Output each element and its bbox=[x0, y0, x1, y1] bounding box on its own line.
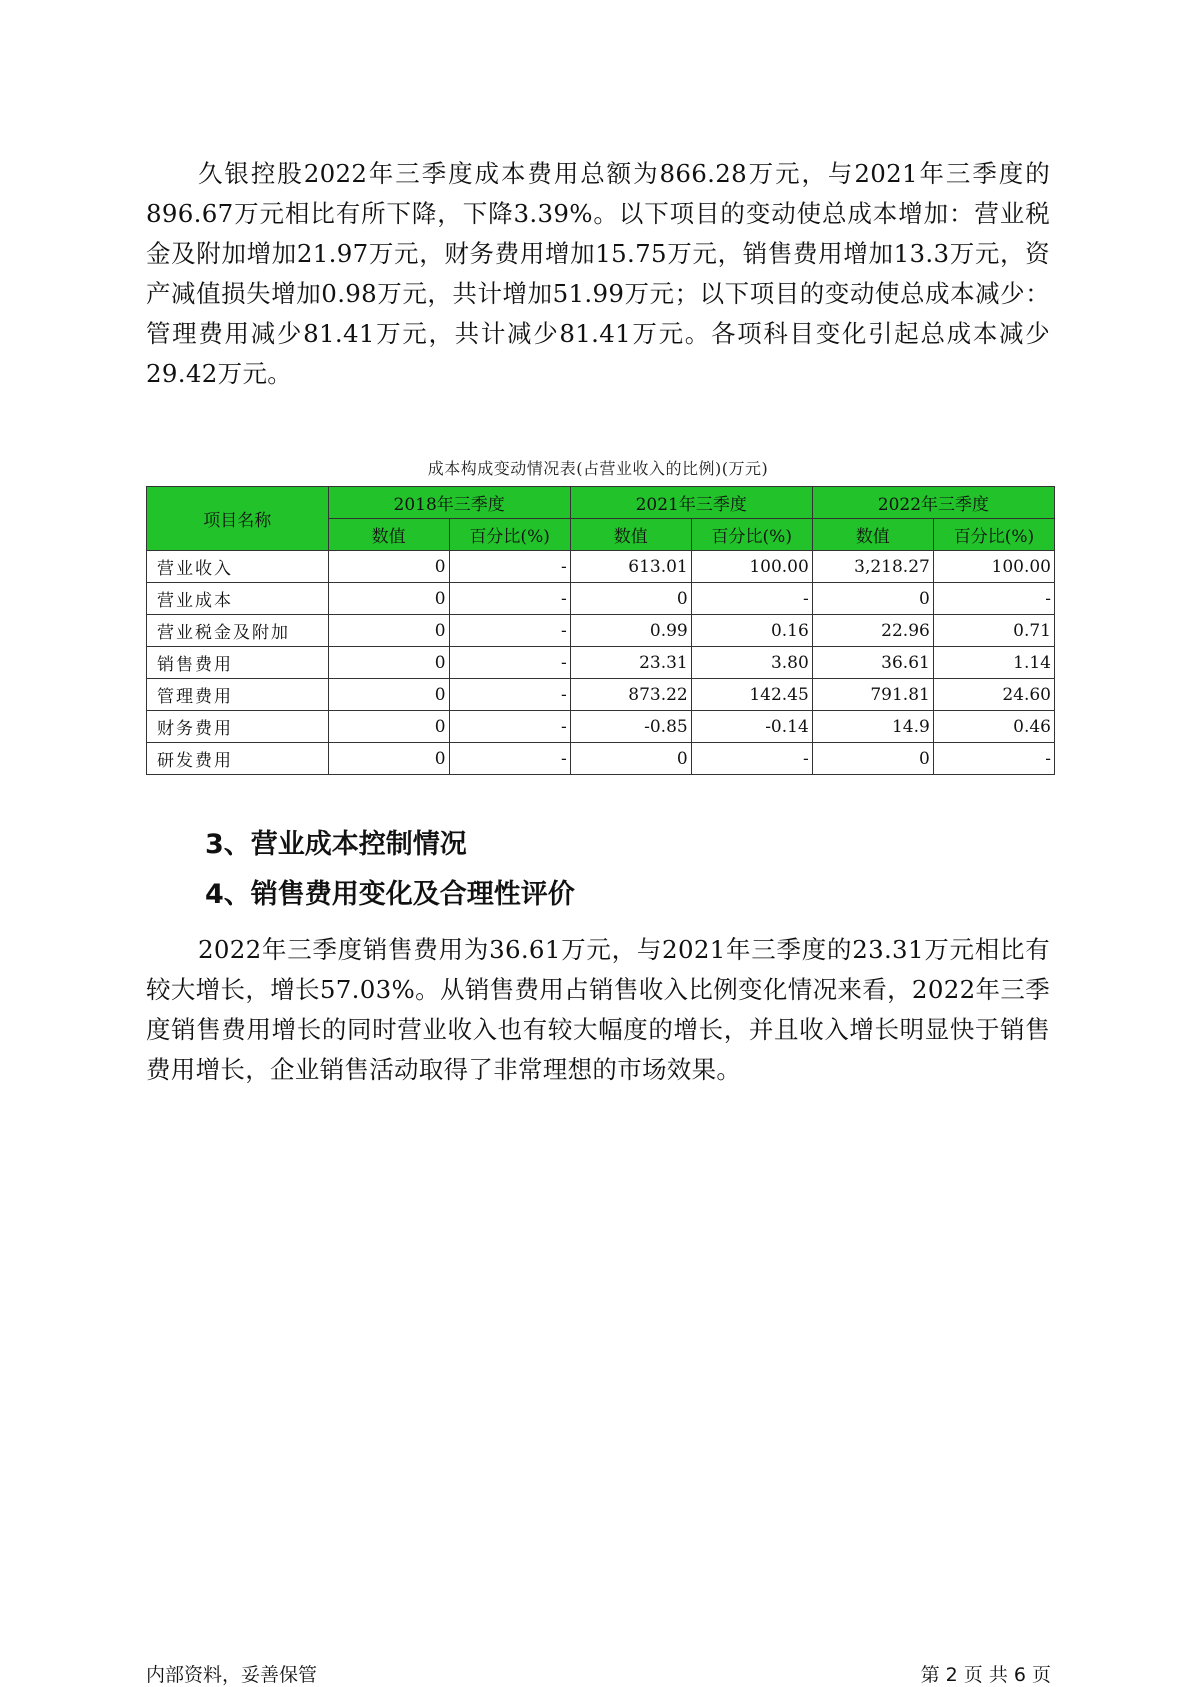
row-label: 财务费用 bbox=[147, 711, 329, 743]
table-row bbox=[147, 551, 1055, 583]
value-cell: -0.85 bbox=[570, 711, 691, 743]
value-subheader: 数值 bbox=[812, 519, 933, 551]
value-cell: 0 bbox=[570, 743, 691, 775]
percent-subheader: 百分比(%) bbox=[933, 519, 1054, 551]
footer-page-number: 第 2 页 共 6 页 bbox=[920, 1664, 1051, 1686]
row-label: 营业税金及附加 bbox=[147, 615, 329, 647]
percent-cell: - bbox=[449, 551, 570, 583]
percent-cell: - bbox=[449, 711, 570, 743]
percent-cell: 3.80 bbox=[691, 647, 812, 679]
intro-paragraph: 久银控股2022年三季度成本费用总额为866.28万元，与2021年三季度的896.67万元相比有所下降，下降3.39%。以下项目的变动使总成本增加：营业税金及附加增加21.97万元，财务费用增加15.75万元，销售费用增加13.3万元，资产减值损失增加0.98万元，共计增加51.99万元；以下项目的变动使总成本减少：管理费用减少81.41万元，共计减少81.41万元。各项科目变化引起总成本减少29.42万元。 bbox=[146, 159, 1050, 388]
period-header: 2021年三季度 bbox=[570, 487, 812, 519]
percent-cell: 100.00 bbox=[691, 551, 812, 583]
period-header: 2022年三季度 bbox=[812, 487, 1054, 519]
period-header: 2018年三季度 bbox=[328, 487, 570, 519]
value-cell: 22.96 bbox=[812, 615, 933, 647]
percent-cell: 0.16 bbox=[691, 615, 812, 647]
value-cell: 613.01 bbox=[570, 551, 691, 583]
value-cell: 0 bbox=[328, 711, 449, 743]
value-cell: 873.22 bbox=[570, 679, 691, 711]
value-cell: 23.31 bbox=[570, 647, 691, 679]
value-cell: 0 bbox=[812, 583, 933, 615]
percent-cell: -0.14 bbox=[691, 711, 812, 743]
row-label: 营业收入 bbox=[147, 551, 329, 583]
section-heading-4: 4、销售费用变化及合理性评价 bbox=[205, 879, 575, 910]
row-label: 营业成本 bbox=[147, 583, 329, 615]
value-cell: 791.81 bbox=[812, 679, 933, 711]
table-row bbox=[147, 647, 1055, 679]
value-cell: 36.61 bbox=[812, 647, 933, 679]
percent-cell: 100.00 bbox=[933, 551, 1054, 583]
table-caption: 成本构成变动情况表(占营业收入的比例)(万元) bbox=[427, 459, 769, 478]
percent-cell: 0.71 bbox=[933, 615, 1054, 647]
value-cell: 0 bbox=[328, 743, 449, 775]
row-label: 管理费用 bbox=[147, 679, 329, 711]
percent-cell: 0.46 bbox=[933, 711, 1054, 743]
percent-cell: - bbox=[933, 743, 1054, 775]
percent-cell: - bbox=[933, 583, 1054, 615]
row-label: 销售费用 bbox=[147, 647, 329, 679]
section-heading-3: 3、营业成本控制情况 bbox=[205, 829, 467, 860]
table-body bbox=[147, 551, 1055, 775]
cost-structure-table bbox=[146, 486, 1055, 775]
value-cell: 0 bbox=[328, 679, 449, 711]
value-subheader: 数值 bbox=[328, 519, 449, 551]
value-cell: 0 bbox=[812, 743, 933, 775]
percent-subheader: 百分比(%) bbox=[449, 519, 570, 551]
value-cell: 0 bbox=[570, 583, 691, 615]
percent-cell: 142.45 bbox=[691, 679, 812, 711]
value-cell: 14.9 bbox=[812, 711, 933, 743]
percent-cell: - bbox=[691, 583, 812, 615]
percent-cell: - bbox=[449, 615, 570, 647]
percent-subheader: 百分比(%) bbox=[691, 519, 812, 551]
value-subheader: 数值 bbox=[570, 519, 691, 551]
table-row bbox=[147, 743, 1055, 775]
table-row bbox=[147, 583, 1055, 615]
value-cell: 0 bbox=[328, 551, 449, 583]
row-label: 研发费用 bbox=[147, 743, 329, 775]
percent-cell: - bbox=[691, 743, 812, 775]
value-cell: 0 bbox=[328, 583, 449, 615]
value-cell: 0 bbox=[328, 647, 449, 679]
value-cell: 3,218.27 bbox=[812, 551, 933, 583]
footer-confidential-note: 内部资料，妥善保管 bbox=[146, 1664, 318, 1686]
percent-cell: - bbox=[449, 647, 570, 679]
table-row bbox=[147, 679, 1055, 711]
percent-cell: - bbox=[449, 583, 570, 615]
item-name-header: 项目名称 bbox=[147, 487, 329, 551]
value-cell: 0.99 bbox=[570, 615, 691, 647]
percent-cell: 1.14 bbox=[933, 647, 1054, 679]
percent-cell: 24.60 bbox=[933, 679, 1054, 711]
percent-cell: - bbox=[449, 743, 570, 775]
percent-cell: - bbox=[449, 679, 570, 711]
table-row bbox=[147, 711, 1055, 743]
table-row bbox=[147, 615, 1055, 647]
value-cell: 0 bbox=[328, 615, 449, 647]
sales-expense-paragraph: 2022年三季度销售费用为36.61万元，与2021年三季度的23.31万元相比有较大增长，增长57.03%。从销售费用占销售收入比例变化情况来看，2022年三季度销售费用增长的同时营业收入也有较大幅度的增长，并且收入增长明显快于销售费用增长，企业销售活动取得了非常理想的市场效果。 bbox=[146, 935, 1050, 1084]
